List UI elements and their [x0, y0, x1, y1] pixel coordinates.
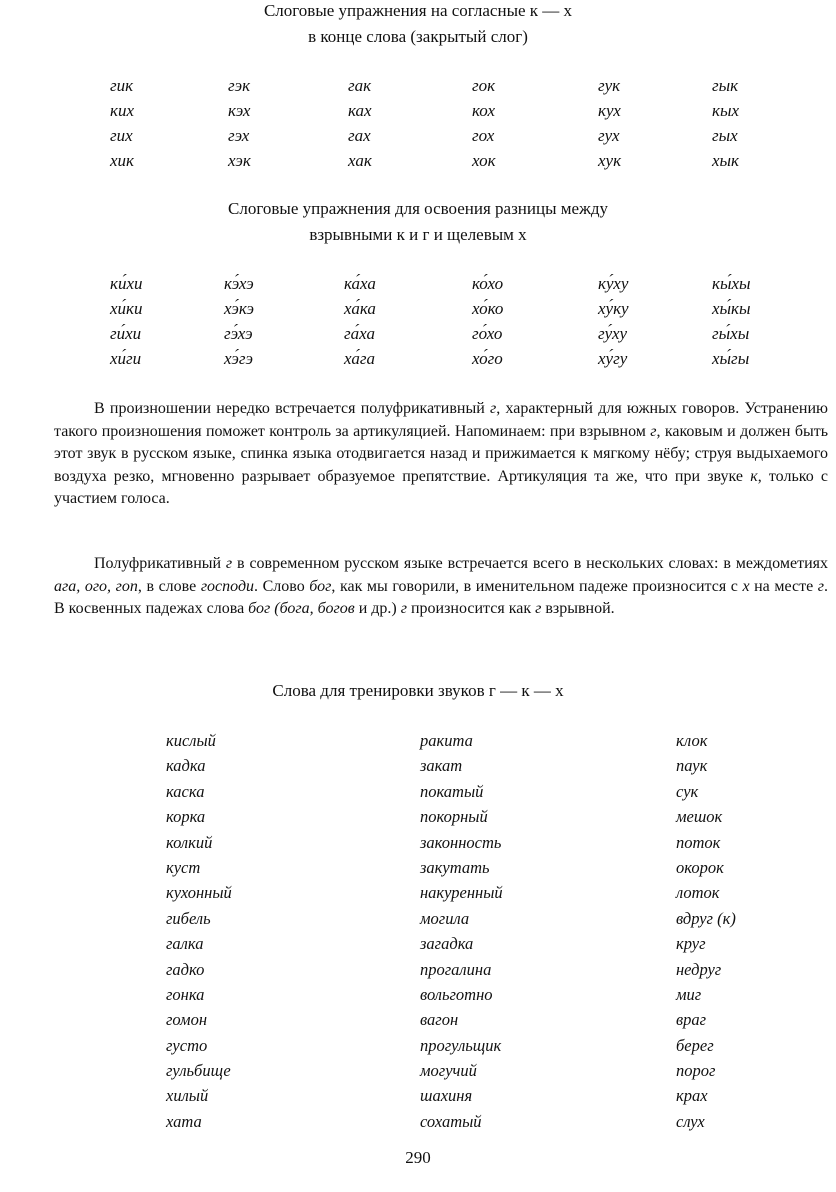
word-column-3 — [676, 728, 736, 1134]
syllable: кых — [712, 101, 740, 120]
word-item: берег — [676, 1035, 714, 1055]
word-item: хилый — [166, 1086, 209, 1106]
p2-text-5: , как мы говорили, в именительном падеже произносится с — [331, 577, 743, 595]
word-item: корка — [166, 807, 206, 827]
syllable: хэ́кэ — [224, 299, 255, 318]
word-item: гибель — [166, 908, 211, 928]
syllable: хэ́гэ — [224, 349, 253, 368]
syllable: кэх — [228, 101, 251, 120]
syllable: хук — [598, 151, 622, 170]
p2-italic-5: х — [742, 577, 750, 595]
word-item: окорок — [676, 857, 724, 877]
paragraph-semi-fricative — [54, 398, 828, 511]
word-item: клок — [676, 731, 708, 750]
word-item: гульбище — [166, 1061, 231, 1081]
word-item: круг — [676, 934, 706, 954]
word-item: могучий — [420, 1061, 477, 1081]
syllable: хи́ги — [110, 349, 142, 368]
syllable: кэ́хэ — [224, 274, 254, 293]
syllable: гык — [712, 76, 739, 95]
word-item: мешок — [676, 807, 723, 827]
section1-title-line2: в конце слова (закрытый слог) — [308, 27, 528, 46]
syllable: ках — [348, 101, 372, 120]
word-item: гонка — [166, 984, 205, 1004]
syllable: гак — [348, 76, 372, 95]
word-item: закутать — [420, 857, 490, 877]
word-item: прогульщик — [420, 1035, 502, 1055]
syllable: гэх — [228, 126, 250, 145]
p2-italic-3: господи — [200, 577, 255, 595]
word-item: лоток — [676, 883, 720, 903]
syllable: хак — [348, 151, 372, 170]
syllable: ки́хи — [110, 274, 143, 293]
page-number: 290 — [405, 1148, 431, 1167]
word-item: загадка — [420, 934, 474, 954]
p1-text-4: , только с участием голоса. — [54, 467, 828, 507]
syllable: га́ха — [344, 324, 375, 343]
word-item: гомон — [166, 1010, 208, 1030]
word-column-1 — [166, 728, 232, 1134]
word-item: законность — [420, 832, 502, 852]
syllable: ха́ка — [344, 299, 376, 318]
syllable: гик — [110, 76, 134, 95]
p2-italic-2: ага, ого, гоп — [54, 577, 138, 595]
syllable: ких — [110, 101, 134, 120]
syllable: гых — [712, 126, 738, 145]
syllable: ху́гу — [598, 349, 628, 368]
word-item: слух — [676, 1111, 705, 1131]
p1-text-3: , каковым и должен быть этот звук в русском языке, спинка языка отодвигается назад и прижимается к мягкому нёбу; струя выдыхаемого воздуха резко, мгновенно разрывает образуемое препятствие. Артикуляция та же, что при звуке — [54, 422, 828, 485]
p2-text-6: на месте — [749, 577, 818, 595]
word-item: хата — [166, 1111, 202, 1131]
syllable: гах — [348, 126, 371, 145]
word-item: покорный — [420, 807, 488, 827]
syllable: хы́кы — [712, 299, 751, 318]
p2-text-8: и др.) — [354, 600, 401, 617]
syllable: хы́гы — [712, 349, 750, 368]
word-column-2 — [420, 728, 503, 1134]
word-item: поток — [676, 832, 721, 852]
p2-text-3: , в слове — [137, 577, 201, 595]
syllable: ко́хо — [472, 274, 504, 293]
word-item: недруг — [676, 959, 722, 979]
word-item: вагон — [420, 1010, 459, 1030]
word-item: вдруг (к) — [676, 908, 736, 928]
word-item: сохатый — [420, 1111, 482, 1131]
p1-italic-1: г — [489, 400, 497, 417]
word-item: закат — [420, 756, 463, 776]
word-item: каска — [166, 781, 205, 801]
word-item: миг — [676, 984, 702, 1004]
word-item: могила — [420, 908, 470, 928]
syllable: гох — [472, 126, 495, 145]
p2-text-4: . Слово — [254, 577, 310, 595]
syllable: хик — [110, 151, 134, 170]
word-item: накуренный — [420, 883, 503, 903]
p2-text-2: в современном русском языке встречается всего в нескольких словах: в междометиях — [232, 555, 828, 572]
syllable: ги́хи — [110, 324, 142, 343]
p1-italic-3: к — [750, 467, 758, 485]
p2-italic-9: г — [535, 600, 542, 617]
p2-text-7: . В косвенных падежах слова — [54, 577, 829, 617]
word-item: гадко — [166, 959, 205, 979]
word-item: порог — [676, 1061, 716, 1081]
word-item: покатый — [420, 781, 484, 801]
syllable: гок — [472, 76, 496, 95]
word-item: прогалина — [420, 959, 492, 979]
word-item: вольготно — [420, 984, 493, 1004]
syllable: хык — [712, 151, 740, 170]
word-item: крах — [676, 1086, 708, 1106]
syllable: гы́хы — [712, 324, 750, 343]
p2-italic-4: бог — [309, 577, 332, 595]
syllable: ку́ху — [598, 274, 629, 293]
p2-italic-1: г — [225, 555, 233, 572]
syllable: ху́ку — [598, 299, 629, 318]
syllable: кы́хы — [712, 274, 751, 293]
word-item: враг — [676, 1010, 707, 1030]
syllable: хи́ки — [110, 299, 143, 318]
word-item: густо — [166, 1035, 208, 1055]
p2-text-9: произносится как — [406, 600, 536, 617]
syllable: гух — [598, 126, 620, 145]
p2-text-10: взрывной. — [541, 600, 615, 617]
syllable-grid-contrast — [110, 271, 772, 371]
p2-italic-7: бог (бога, богов — [248, 600, 355, 617]
p2-italic-6: г — [817, 577, 825, 595]
syllable: хо́ко — [472, 299, 504, 318]
syllable: ха́га — [344, 349, 375, 368]
syllable-grid-closed — [110, 73, 772, 173]
p2-italic-8: г — [400, 600, 407, 617]
word-item: галка — [166, 934, 204, 954]
syllable: гу́ху — [598, 324, 628, 343]
section2-title-line2: взрывными к и г и щелевым х — [309, 225, 527, 244]
section1-title-line1: Слоговые упражнения на согласные к — х — [263, 1, 573, 20]
word-item: шахиня — [420, 1086, 473, 1106]
word-item: куст — [166, 857, 201, 877]
section2-title-line1: Слоговые упражнения для освоения разницы между — [228, 199, 608, 218]
syllable: гэ́хэ — [224, 324, 253, 343]
p2-text-1: Полуфрикативный — [94, 555, 226, 572]
syllable: гук — [598, 76, 621, 95]
word-item: колкий — [166, 832, 213, 852]
word-item: кухонный — [166, 883, 232, 903]
syllable: кух — [598, 101, 621, 120]
syllable: хок — [472, 151, 496, 170]
section3-title: Слова для тренировки звуков г — к — х — [272, 681, 564, 700]
word-item: паук — [676, 756, 708, 776]
word-item: кадка — [166, 756, 206, 776]
word-item: ракита — [420, 731, 473, 750]
syllable: ка́ха — [344, 274, 376, 293]
word-item: кислый — [166, 731, 216, 750]
p1-italic-2: г — [650, 422, 657, 440]
syllable: го́хо — [472, 324, 503, 343]
syllable: кох — [472, 101, 496, 120]
word-item: сук — [676, 781, 699, 801]
syllable: гих — [110, 126, 133, 145]
syllable: хо́го — [472, 349, 503, 368]
p1-text-2: , характерный для южных говоров. Устранению такого произношения поможет контроль за артикуляцией. Напоминаем: при взрывном — [54, 400, 828, 440]
syllable: гэк — [228, 76, 251, 95]
syllable: хэк — [228, 151, 251, 170]
paragraph-usage — [54, 553, 828, 621]
p1-text-1: В произношении нередко встречается полуфрикативный — [94, 400, 490, 417]
